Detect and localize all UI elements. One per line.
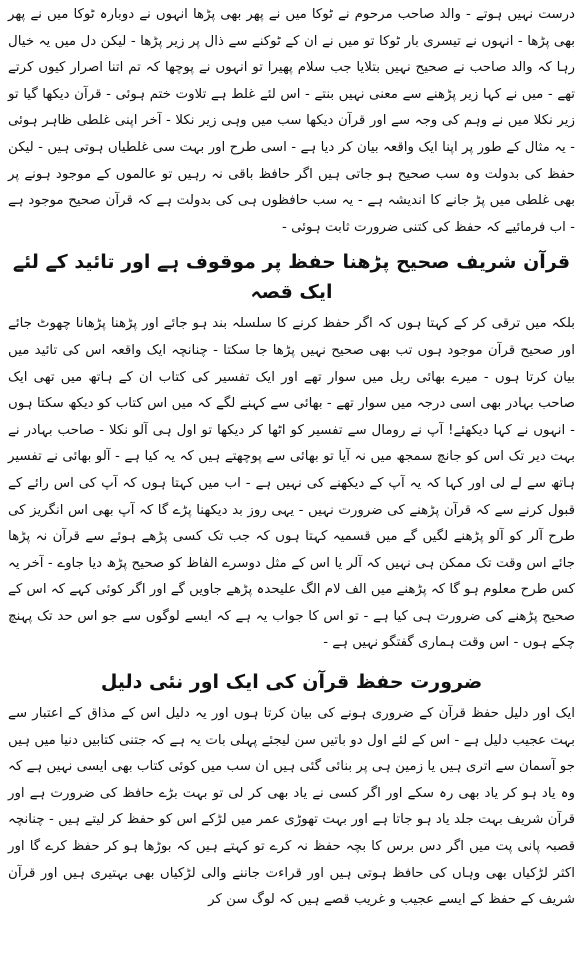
paragraph-1: بلکہ میں ترقی کر کے کہتا ہوں کہ اگر حفظ کرنے کا سلسلہ بند ہو جائے اور پڑھنا پڑھانا چھوٹ جائے اور صحیح قرآن موجود ہوں تب بھی صحیح نہیں پڑھا جا سکتا - چنانچہ ایک واقعہ اس کی تائید میں بیان کرتا ہوں - میرے بھائی ریل میں سوار تھے اور ایک تفسیر کی کتاب ان کے ہاتھ میں تھی ایک صاحب بہادر بھی اسی درجہ میں سوار تھے - بھائی سے کہنے لگے کہ میں اس کتاب کو دیکھ سکتا ہوں - انہوں نے کہا دیکھئے! آپ نے رومال سے تفسیر کو اٹھا کر دیکھا تو اول ہی آلو نکلا - صاحب بہادر نے بہت دیر تک اس کو جانچ سمجھ میں نہ آیا تو بھائی سے پوچھتے ہیں کہ یہ کیا ہے - آلو بھائی نے تفسیر ہاتھ سے لے لی اور کہا کہ یہ آپ کے دیکھنے کی نہیں ہے - اب میں کہتا ہوں کہ آپ کی اس رائے کے قبول کرنے سے کہ قرآن پڑھنے کی ضرورت نہیں - یہی روز بد دیکھنا پڑے گا کہ آپ بھی اس انگریز کی طرح آلر کو آلو پڑھنے لگیں گے میں قسمیہ کہتا ہوں کہ جب تک کسی پڑھے ہوئے سے قرآن نہ پڑھا جائے اس وقت تک ممکن ہی نہیں کہ آلر یا اس کے مثل دوسرے الفاظ کو صحیح پڑھ دیا جاوے - آخر یہ کس طرح معلوم ہو گا کہ پڑھنے میں الف لام الگ علیحدہ پڑھے جاویں گے اور اگر کوئی کہے کہ اس کے صحیح پڑھنے کی ضرورت ہی کیا ہے - تو اس کا جواب یہ ہے کہ ایسے لوگوں سے جو اس حد تک پہنچ چکے ہوں - اس وقت ہماری گفتگو نہیں ہے - <box>8 316 575 651</box>
intro-paragraph: درست نہیں ہوتے - والد صاحب مرحوم نے ٹوکا میں نے پھر بھی پڑھا انہوں نے دوبارہ ٹوکا میں نے پھر بھی پڑھا - انہوں نے تیسری بار ٹوکا تو میں نے ان کے ٹوکنے سے ذال پر زیر پڑھا - لیکن دل میں یہ خیال رہا کہ والد صاحب نے صحیح نہیں بتلایا جب سلام پھیرا تو انہوں نے پوچھا کہ تم اتنا اصرار کیوں کرتے تھے - میں نے کہا زیر پڑھنے سے معنی نہیں بنتے - اس لئے غلط ہے تلاوت ختم ہوئی - قرآن دیکھا گیا تو زیر نکلا میں نے وہم کی وجہ سے اور قرآن دیکھا سب میں وہی زیر نکلا - آخر اپنی غلطی ظاہر ہوئی - یہ مثال کے طور پر اپنا ایک واقعہ بیان کر دیا ہے - اسی طرح اور بہت سی غلطیاں ہوتی ہیں - لیکن حفظ کی بدولت وہ سب صحیح ہو جاتی ہیں اگر حافظ باقی نہ رہیں تو عالموں کے موجود ہونے پر بھی غلطی میں پڑ جانے کا اندیشہ ہے - یہ سب حافظوں ہی کی بدولت ہے کہ قرآن صحیح موجود ہے - اب فرمائیے کہ حفظ کی کتنی ضرورت ثابت ہوئی - <box>8 7 575 235</box>
section-heading-1: قرآن شریف صحیح پڑھنا حفظ پر موقوف ہے اور تائید کے لئے ایک قصہ <box>12 251 571 304</box>
paragraph-2: ایک اور دلیل حفظ قرآن کے ضروری ہونے کی بیان کرتا ہوں اور یہ دلیل اس کے مذاق کے اعتبار سے بہت عجیب دلیل ہے - اس کے لئے اول دو باتیں سن لیجئے پہلی بات یہ ہے کہ جتنی کتابیں دنیا میں ہیں جو آسمان سے اتری ہیں یا زمین ہی پر بنائی گئی ہیں ان سب میں کوئی کتاب بھی ایسی نہیں ہے کہ وہ یاد ہو کر یاد بھی رہ سکے اور اگر کسی نے یاد بھی کر لی تو بہت بڑے حافظ کی ضرورت ہے اور قرآن شریف بہت جلد یاد ہو جاتا ہے اور بہت تھوڑی عمر میں لڑکے اس کو حفظ کر لیتے ہیں - چنانچہ قصبہ پانی پت میں اگر دس برس کا بچہ حفظ نہ کرے تو کہتے ہیں کہ بوڑھا ہو کر حفظ کرے گا اور اکثر لڑکیاں بھی وہاں کی حافظ ہوتی ہیں اور قراءت جاننے والی لڑکیاں بھی بہتیری ہیں اور قرآن شریف کے حفظ کے ایسے عجیب و غریب قصے ہیں کہ لوگ سن کر <box>8 706 575 908</box>
section-heading-2: ضرورت حفظ قرآن کی ایک اور نئی دلیل <box>100 671 483 694</box>
